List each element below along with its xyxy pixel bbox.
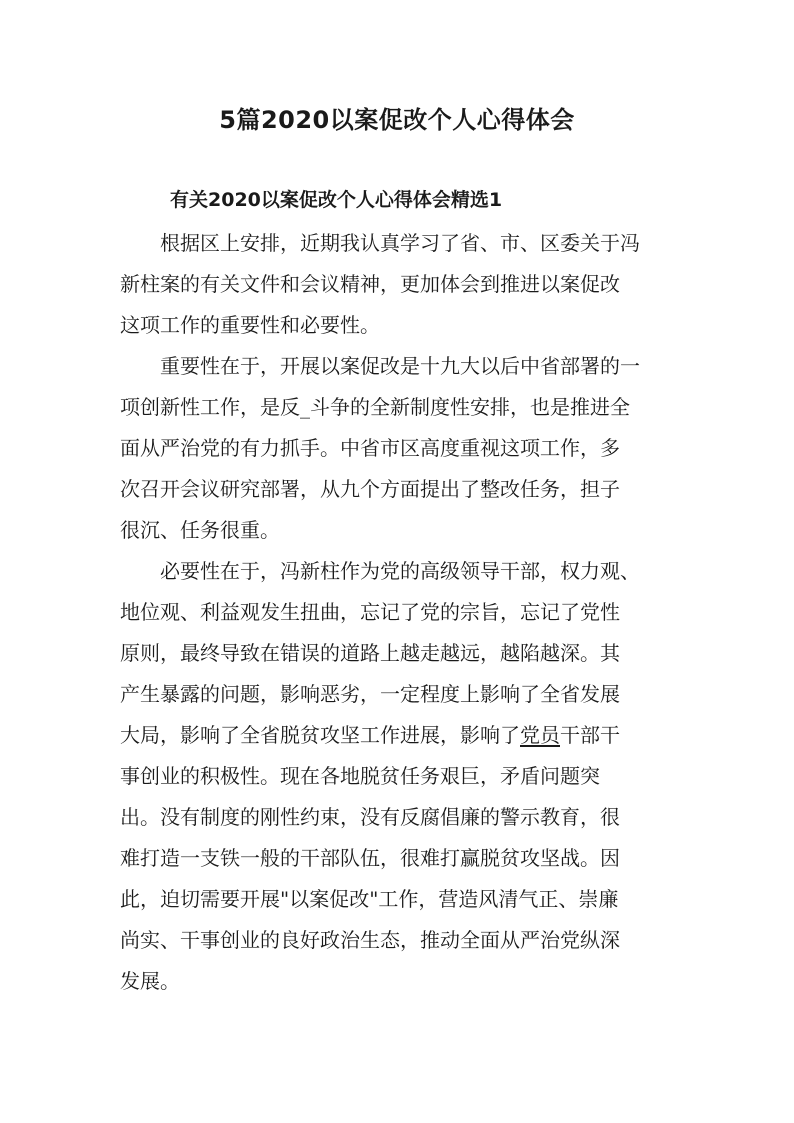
paragraph-line: 此，迫切需要开展"以案促改"工作，营造风清气正、崇廉 xyxy=(120,887,619,911)
paragraph-line: 项创新性工作，是反_斗争的全新制度性安排，也是推进全 xyxy=(120,395,630,419)
section-heading: 有关2020以案促改个人心得体会精选1 xyxy=(170,189,503,211)
paragraph-line: 次召开会议研究部署，从九个方面提出了整改任务，担子 xyxy=(120,477,620,501)
paragraph-line: 面从严治党的有力抓手。中省市区高度重视这项工作，多 xyxy=(120,436,620,460)
document-title: 5篇2020以案促改个人心得体会 xyxy=(219,106,575,134)
paragraph-line: 发展。 xyxy=(120,969,180,993)
document-body xyxy=(120,223,672,1002)
paragraph-line: 大局，影响了全省脱贫攻坚工作进展，影响了党员干部干 xyxy=(120,723,620,747)
paragraph-line: 事创业的积极性。现在各地脱贫任务艰巨，矛盾问题突 xyxy=(120,764,600,788)
paragraph-line: 这项工作的重要性和必要性。 xyxy=(120,313,380,337)
paragraph-line: 新柱案的有关文件和会议精神，更加体会到推进以案促改 xyxy=(120,272,620,296)
paragraph-line: 地位观、利益观发生扭曲，忘记了党的宗旨，忘记了党性 xyxy=(120,600,620,624)
paragraph-line: 重要性在于，开展以案促改是十九大以后中省部署的一 xyxy=(160,354,640,378)
paragraph-line: 很沉、任务很重。 xyxy=(120,518,280,542)
paragraph-line: 产生暴露的问题，影响恶劣，一定程度上影响了全省发展 xyxy=(120,682,620,706)
paragraph-line: 出。没有制度的刚性约束，没有反腐倡廉的警示教育，很 xyxy=(120,805,620,829)
paragraph xyxy=(120,551,672,1002)
underlined-term: 党员 xyxy=(520,723,560,747)
paragraph-line: 必要性在于，冯新柱作为党的高级领导干部，权力观、 xyxy=(160,559,640,583)
paragraph-line: 原则，最终导致在错误的道路上越走越远，越陷越深。其 xyxy=(120,641,620,665)
paragraph xyxy=(120,346,672,551)
paragraph-line: 尚实、干事创业的良好政治生态，推动全面从严治党纵深 xyxy=(120,928,620,952)
paragraph-line: 根据区上安排，近期我认真学习了省、市、区委关于冯 xyxy=(160,231,640,255)
paragraph xyxy=(120,223,672,346)
paragraph-line: 难打造一支铁一般的干部队伍，很难打赢脱贫攻坚战。因 xyxy=(120,846,620,870)
